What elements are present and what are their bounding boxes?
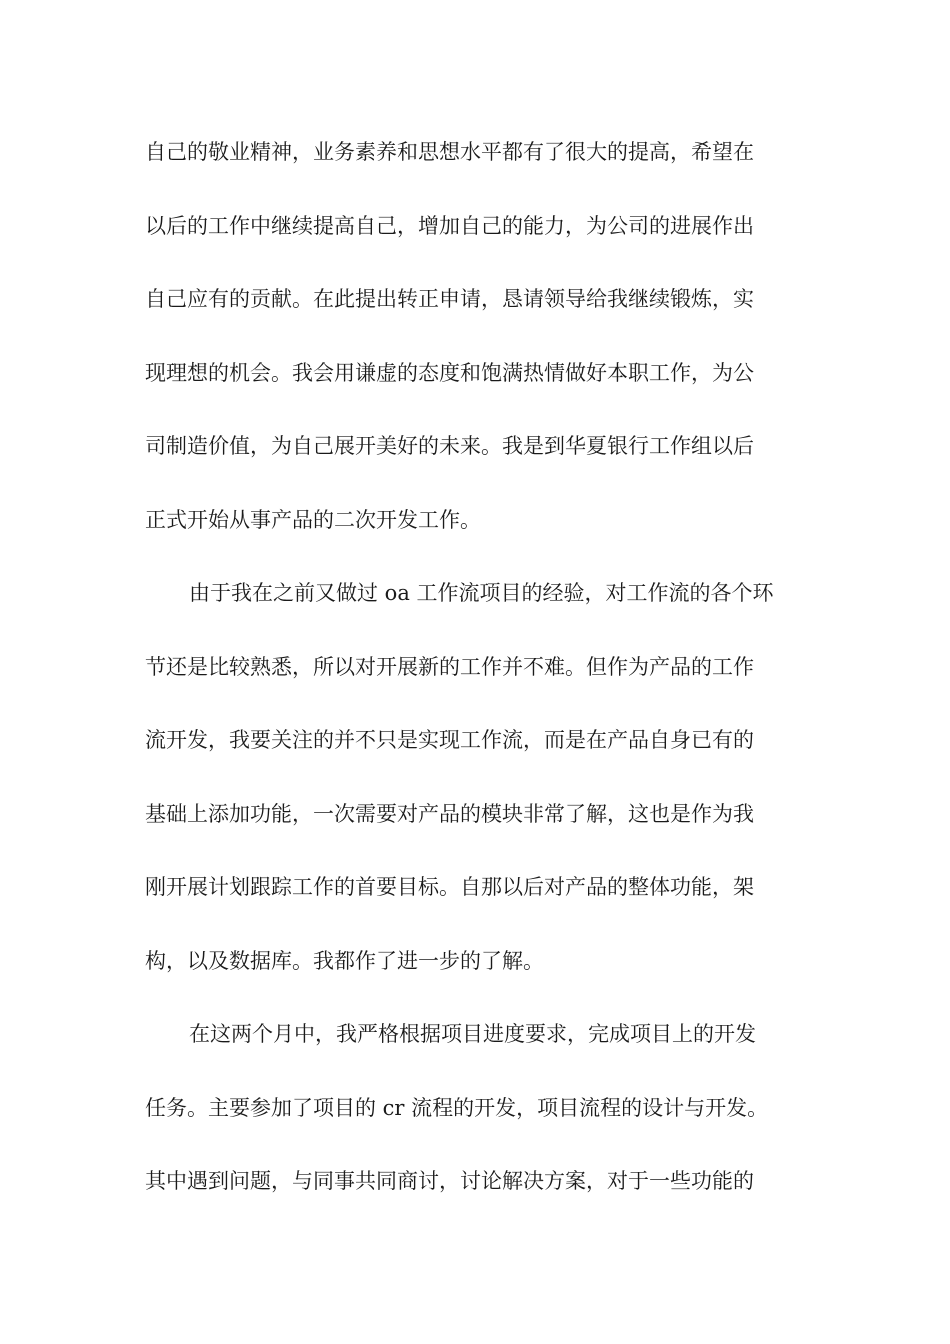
text-line: 节还是比较熟悉，所以对开展新的工作并不难。但作为产品的工作 — [145, 654, 754, 679]
text-line: 在这两个月中，我严格根据项目进度要求，完成项目上的开发 — [189, 1022, 756, 1046]
text-line: 刚开展计划跟踪工作的首要目标。自那以后对产品的整体功能，架 — [145, 875, 754, 899]
text-line: 基础上添加功能，一次需要对产品的模块非常了解，这也是作为我 — [145, 801, 754, 826]
body-text — [145, 132, 810, 1235]
text-line: 自己的敬业精神，业务素养和思想水平都有了很大的提高，希望在 — [145, 140, 754, 164]
text-line: 其中遇到问题，与同事共同商讨，讨论解决方案，对于一些功能的 — [145, 1169, 754, 1193]
text-line: 自己应有的贡献。在此提出转正申请，恳请领导给我继续锻炼，实 — [145, 287, 754, 311]
text-line: 现理想的机会。我会用谦虚的态度和饱满热情做好本职工作，为公 — [145, 360, 754, 385]
text-line: 流开发，我要关注的并不只是实现工作流，而是在产品自身已有的 — [145, 728, 754, 752]
text-line: 正式开始从事产品的二次开发工作。 — [145, 507, 481, 532]
text-line: 以后的工作中继续提高自己，增加自己的能力，为公司的进展作出 — [145, 213, 754, 238]
text-line: 构，以及数据库。我都作了进一步的了解。 — [145, 948, 544, 973]
text-line: 任务。主要参加了项目的 cr 流程的开发，项目流程的设计与开发。 — [145, 1095, 769, 1120]
text-line: 司制造价值，为自己展开美好的未来。我是到华夏银行工作组以后 — [145, 434, 754, 458]
text-line: 由于我在之前又做过 oa 工作流项目的经验，对工作流的各个环 — [189, 581, 774, 605]
